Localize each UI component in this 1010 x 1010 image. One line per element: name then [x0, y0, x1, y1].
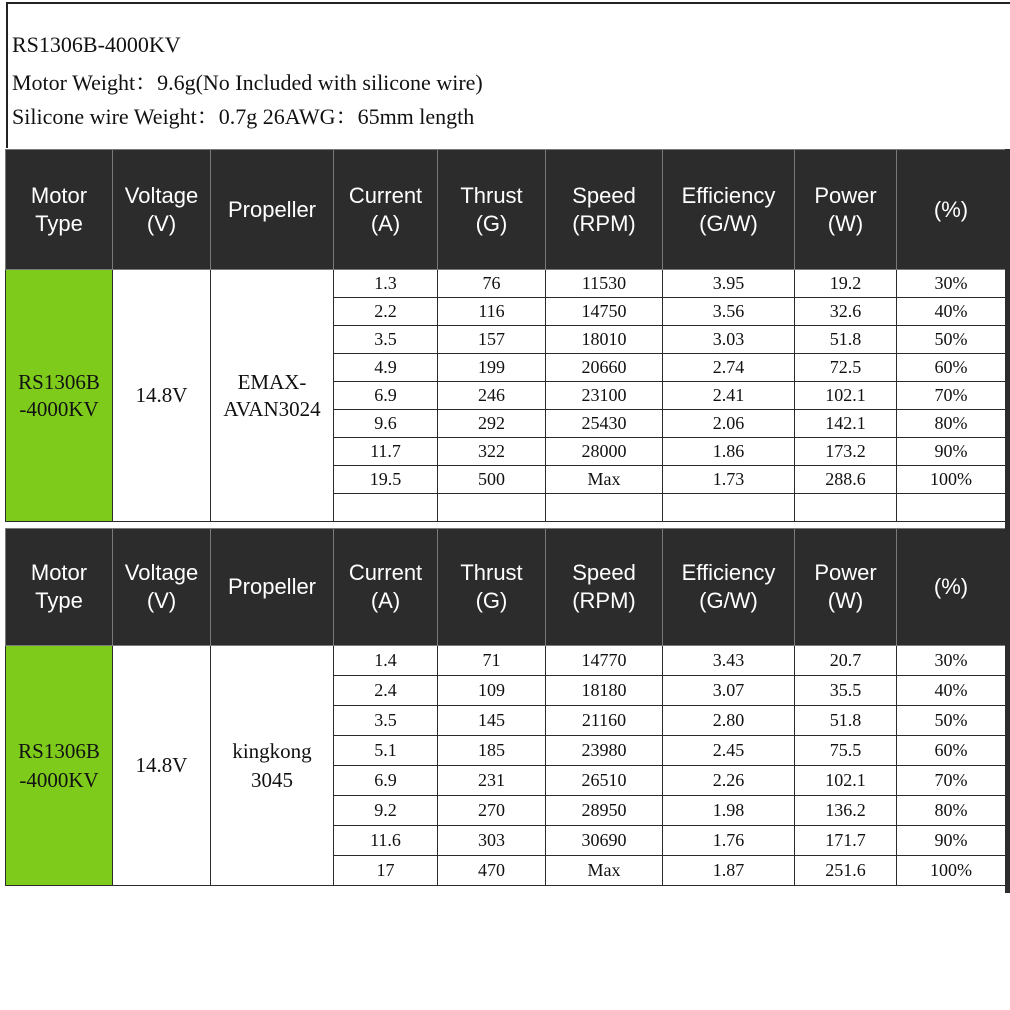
thrust-cell: 71	[438, 646, 546, 676]
thrust-cell: 322	[438, 438, 546, 466]
power-cell: 35.5	[795, 676, 897, 706]
percent-cell: 50%	[897, 706, 1006, 736]
header-thrust	[438, 529, 546, 646]
speed-cell: 20660	[546, 354, 663, 382]
efficiency-cell: 1.87	[663, 856, 795, 886]
current-cell: 1.3	[334, 270, 438, 298]
header-speed-line2: (RPM)	[572, 588, 636, 613]
motor-type-cell	[6, 270, 113, 522]
header-current	[334, 150, 438, 270]
percent-cell: 40%	[897, 298, 1006, 326]
speed-cell: 14750	[546, 298, 663, 326]
header-thrust-line2: (G)	[475, 588, 508, 613]
speed-cell: 28000	[546, 438, 663, 466]
percent-cell: 90%	[897, 826, 1006, 856]
power-cell: 251.6	[795, 856, 897, 886]
percent-cell: 40%	[897, 676, 1006, 706]
wire-weight-label: Silicone wire Weight：0.7g 26AWG：65mm length	[12, 104, 475, 129]
current-cell: 2.4	[334, 676, 438, 706]
motor-model-label: RS1306B-4000KV	[12, 32, 181, 57]
thrust-cell: 109	[438, 676, 546, 706]
percent-cell: 100%	[897, 856, 1006, 886]
motor-weight-label: Motor Weight：9.6g(No Included with silicone wire)	[12, 70, 483, 95]
percent-cell: 60%	[897, 736, 1006, 766]
propeller-cell	[211, 646, 334, 886]
header-efficiency	[663, 529, 795, 646]
header-motor-type	[6, 529, 113, 646]
header-power-line2: (W)	[827, 588, 864, 613]
power-cell: 20.7	[795, 646, 897, 676]
efficiency-cell: 2.06	[663, 410, 795, 438]
header-percent-line1: (%)	[933, 574, 969, 599]
voltage-cell: 14.8V	[113, 270, 211, 522]
speed-cell: 21160	[546, 706, 663, 736]
voltage-cell: 14.8V	[113, 646, 211, 886]
header-power-line2: (W)	[827, 210, 864, 236]
header-motor-type-line2: Type	[35, 210, 83, 236]
header-voltage-line1: Voltage	[124, 560, 199, 585]
efficiency-cell: 3.43	[663, 646, 795, 676]
current-cell: 11.7	[334, 438, 438, 466]
speed-cell: 28950	[546, 796, 663, 826]
header-power-line1: Power	[814, 560, 877, 585]
header-voltage	[113, 529, 211, 646]
header-speed-line1: Speed	[572, 182, 636, 208]
current-cell: 6.9	[334, 382, 438, 410]
thrust-cell: 185	[438, 736, 546, 766]
thrust-cell: 292	[438, 410, 546, 438]
header-voltage	[113, 150, 211, 270]
header-motor-type-line1: Motor	[30, 560, 88, 585]
header-thrust-line1: Thrust	[460, 560, 523, 585]
percent-cell: 80%	[897, 410, 1006, 438]
motor-type-cell-line: RS1306B	[18, 738, 100, 763]
thrust-cell: 157	[438, 326, 546, 354]
header-current-line1: Current	[348, 560, 423, 585]
speed-cell: 30690	[546, 826, 663, 856]
efficiency-cell	[663, 494, 795, 522]
header-percent	[897, 150, 1006, 270]
header-speed	[546, 150, 663, 270]
header-current-line2: (A)	[370, 588, 401, 613]
propeller-cell-line: AVAN3024	[223, 396, 321, 421]
table-row	[6, 646, 1006, 676]
efficiency-cell: 3.56	[663, 298, 795, 326]
percent-cell	[897, 494, 1006, 522]
header-percent	[897, 529, 1006, 646]
performance-table-2	[5, 528, 1006, 886]
percent-cell: 60%	[897, 354, 1006, 382]
speed-cell: 14770	[546, 646, 663, 676]
header-propeller-line1: Propeller	[227, 574, 317, 599]
power-cell	[795, 494, 897, 522]
thrust-cell: 199	[438, 354, 546, 382]
propeller-cell-line: 3045	[251, 767, 293, 792]
table-header-row	[6, 150, 1006, 270]
speed-cell: 26510	[546, 766, 663, 796]
thrust-cell: 145	[438, 706, 546, 736]
efficiency-cell: 2.80	[663, 706, 795, 736]
percent-cell: 50%	[897, 326, 1006, 354]
power-cell: 142.1	[795, 410, 897, 438]
thrust-cell: 303	[438, 826, 546, 856]
current-cell: 17	[334, 856, 438, 886]
speed-cell: 18180	[546, 676, 663, 706]
efficiency-cell: 1.73	[663, 466, 795, 494]
current-cell: 3.5	[334, 706, 438, 736]
right-border	[1005, 149, 1010, 894]
speed-cell	[546, 494, 663, 522]
speed-cell: 11530	[546, 270, 663, 298]
motor-type-cell-line: -4000KV	[19, 396, 99, 421]
performance-table-1	[5, 149, 1006, 522]
motor-type-cell-line: RS1306B	[18, 369, 100, 394]
propeller-cell-line: kingkong	[232, 738, 312, 763]
header-efficiency	[663, 150, 795, 270]
header-voltage-line2: (V)	[146, 588, 177, 613]
thrust-cell	[438, 494, 546, 522]
header-speed	[546, 529, 663, 646]
thrust-cell: 76	[438, 270, 546, 298]
power-cell: 171.7	[795, 826, 897, 856]
propeller-cell	[211, 270, 334, 522]
propeller-cell-line: EMAX-	[237, 369, 307, 394]
percent-cell: 70%	[897, 382, 1006, 410]
power-cell: 72.5	[795, 354, 897, 382]
motor-type-cell	[6, 646, 113, 886]
current-cell: 1.4	[334, 646, 438, 676]
power-cell: 51.8	[795, 706, 897, 736]
header-power	[795, 529, 897, 646]
header-current-line2: (A)	[370, 210, 401, 236]
efficiency-cell: 2.26	[663, 766, 795, 796]
efficiency-cell: 1.76	[663, 826, 795, 856]
efficiency-cell: 2.41	[663, 382, 795, 410]
table-header-row	[6, 529, 1006, 646]
percent-cell: 30%	[897, 646, 1006, 676]
percent-cell: 90%	[897, 438, 1006, 466]
efficiency-cell: 1.86	[663, 438, 795, 466]
speed-cell: 25430	[546, 410, 663, 438]
header-power-line1: Power	[814, 182, 877, 208]
motor-info-box	[6, 2, 1010, 148]
header-efficiency-line2: (G/W)	[699, 210, 758, 236]
thrust-cell: 470	[438, 856, 546, 886]
header-motor-type	[6, 150, 113, 270]
thrust-cell: 231	[438, 766, 546, 796]
header-propeller	[211, 150, 334, 270]
current-cell: 2.2	[334, 298, 438, 326]
power-cell: 136.2	[795, 796, 897, 826]
current-cell	[334, 494, 438, 522]
current-cell: 6.9	[334, 766, 438, 796]
efficiency-cell: 3.03	[663, 326, 795, 354]
thrust-cell: 116	[438, 298, 546, 326]
header-speed-line1: Speed	[572, 560, 636, 585]
current-cell: 19.5	[334, 466, 438, 494]
percent-cell: 80%	[897, 796, 1006, 826]
header-voltage-line2: (V)	[146, 210, 177, 236]
current-cell: 5.1	[334, 736, 438, 766]
current-cell: 4.9	[334, 354, 438, 382]
current-cell: 9.2	[334, 796, 438, 826]
percent-cell: 70%	[897, 766, 1006, 796]
speed-cell: 18010	[546, 326, 663, 354]
efficiency-cell: 2.45	[663, 736, 795, 766]
power-cell: 75.5	[795, 736, 897, 766]
thrust-cell: 246	[438, 382, 546, 410]
header-efficiency-line1: Efficiency	[681, 182, 776, 208]
percent-cell: 30%	[897, 270, 1006, 298]
header-motor-type-line1: Motor	[30, 182, 88, 208]
current-cell: 9.6	[334, 410, 438, 438]
header-voltage-line1: Voltage	[124, 182, 199, 208]
power-cell: 19.2	[795, 270, 897, 298]
speed-cell: Max	[546, 856, 663, 886]
efficiency-cell: 2.74	[663, 354, 795, 382]
efficiency-cell: 3.95	[663, 270, 795, 298]
header-efficiency-line1: Efficiency	[681, 560, 776, 585]
efficiency-cell: 1.98	[663, 796, 795, 826]
power-cell: 173.2	[795, 438, 897, 466]
speed-cell: Max	[546, 466, 663, 494]
header-motor-type-line2: Type	[35, 588, 83, 613]
header-efficiency-line2: (G/W)	[699, 588, 758, 613]
table-row	[6, 270, 1006, 298]
thrust-cell: 500	[438, 466, 546, 494]
header-thrust-line2: (G)	[475, 210, 508, 236]
header-speed-line2: (RPM)	[572, 210, 636, 236]
header-current	[334, 529, 438, 646]
motor-type-cell-line: -4000KV	[19, 767, 99, 792]
header-percent-line1: (%)	[933, 196, 969, 222]
current-cell: 11.6	[334, 826, 438, 856]
speed-cell: 23100	[546, 382, 663, 410]
current-cell: 3.5	[334, 326, 438, 354]
power-cell: 288.6	[795, 466, 897, 494]
header-thrust	[438, 150, 546, 270]
header-propeller-line1: Propeller	[227, 196, 317, 222]
power-cell: 102.1	[795, 766, 897, 796]
power-cell: 32.6	[795, 298, 897, 326]
header-power	[795, 150, 897, 270]
header-propeller	[211, 529, 334, 646]
thrust-cell: 270	[438, 796, 546, 826]
power-cell: 102.1	[795, 382, 897, 410]
power-cell: 51.8	[795, 326, 897, 354]
header-current-line1: Current	[348, 182, 423, 208]
blank-bottom-area	[0, 893, 1010, 1010]
speed-cell: 23980	[546, 736, 663, 766]
efficiency-cell: 3.07	[663, 676, 795, 706]
header-thrust-line1: Thrust	[460, 182, 523, 208]
percent-cell: 100%	[897, 466, 1006, 494]
